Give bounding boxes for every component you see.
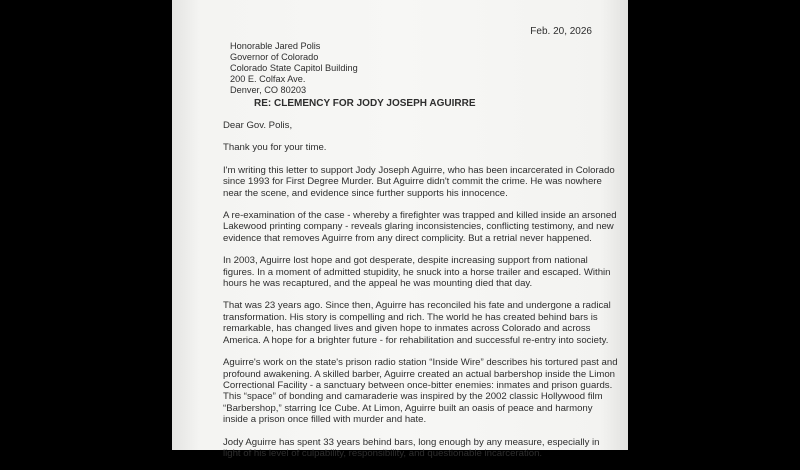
letter-date: Feb. 20, 2026 xyxy=(530,26,592,37)
address-line: Denver, CO 80203 xyxy=(230,85,307,96)
address-line: 200 E. Colfax Ave. xyxy=(230,74,306,85)
recipient-address xyxy=(230,41,358,96)
body-paragraph: I'm writing this letter to support Jody Joseph Aguirre, who has been incarcerated in Colorado since 1993 for First Degree Murder. But Aguirre didn't commit the crime. He was nowhere near the scene, and evidence since further supports his innocence. xyxy=(223,164,615,199)
thanks-line: Thank you for your time. xyxy=(223,142,327,154)
body-paragraph: That was 23 years ago. Since then, Aguirre has reconciled his fate and undergone a radical transformation. His story is compelling and rich. The world he has created behind bars is remarkable, has changed lives and given hope to inmates across Colorado and across America. A hope for a brighter future - for rehabilitation and successful re-entry into society. xyxy=(223,300,611,346)
letter-subject: RE: CLEMENCY FOR JODY JOSEPH AGUIRRE xyxy=(254,98,476,109)
address-line: Colorado State Capitol Building xyxy=(230,63,358,74)
body-paragraph: Aguirre's work on the state's prison radio station “Inside Wire” describes his tortured past and profound awakening. A skilled barber, Aguirre created an actual barbershop inside the Limon Correctional Facility - a sanctuary between once-bitter enemies: inmates and prison guards. This “space” of bonding and camaraderie was inspired by the 2002 classic Hollywood film “Barbershop,” starring Ice Cube. At Limon, Aguirre built an oasis of peace and harmony inside a prison once filled with murder and hate. xyxy=(223,357,618,426)
address-line: Honorable Jared Polis xyxy=(230,41,321,51)
body-paragraph: A re-examination of the case - whereby a firefighter was trapped and killed inside an arsoned Lakewood printing company - reveals glaring inconsistencies, conflicting testimony, and new evidence that removes Aguirre from any direct complicity. But a retrial never happened. xyxy=(223,210,617,244)
letter-body xyxy=(223,120,618,470)
letter-page xyxy=(172,0,628,459)
body-paragraph: In 2003, Aguirre lost hope and got desperate, despite increasing support from national figures. In a moment of admitted stupidity, he snuck into a horse trailer and escaped. Within hours he was recaptured, and the appeal he was mounting died that day. xyxy=(223,255,611,290)
body-paragraph: Jody Aguirre has spent 33 years behind bars, long enough by any measure, especially in light of his level of culpability, responsibility, and questionable incarceration. xyxy=(223,436,600,459)
address-line: Governor of Colorado xyxy=(230,52,319,63)
salutation: Dear Gov. Polis, xyxy=(223,120,293,131)
